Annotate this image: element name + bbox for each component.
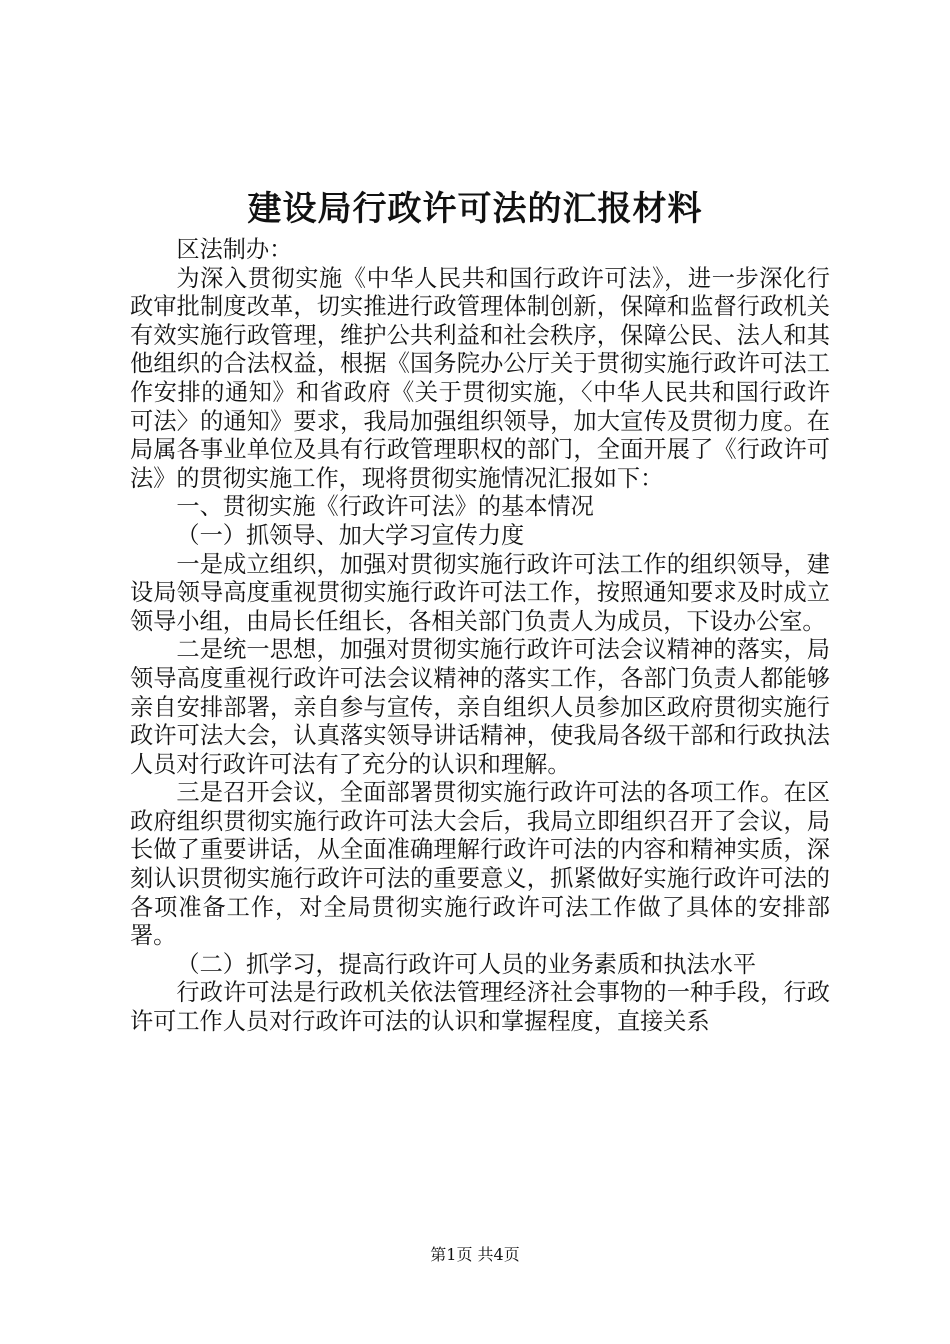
document-title: 建设局行政许可法的汇报材料 (247, 189, 703, 229)
paragraph-item-1: 一是成立组织，加强对贯彻实施行政许可法工作的组织领导，建设局领导高度重视贯彻实施行政许可法工作，按照通知要求及时成立领导小组，由局长任组长，各相关部门负责人为成员，下设办公室。 (130, 550, 830, 635)
section-heading-1: 一、贯彻实施《行政许可法》的基本情况 (176, 493, 594, 521)
document-body (130, 236, 830, 1037)
paragraph-item-3: 三是召开会议，全面部署贯彻实施行政许可法的各项工作。在区政府组织贯彻实施行政许可法大会后，我局立即组织召开了会议，局长做了重要讲话，从全面准确理解行政许可法的内容和精神实质，深刻认识贯彻实施行政许可法的重要意义，抓紧做好实施行政许可法的各项准备工作，对全局贯彻实施行政许可法工作做了具体的安排部署。 (130, 779, 830, 950)
subsection-heading-1: （一）抓领导、加大学习宣传力度 (176, 521, 525, 549)
paragraph-item-4: 行政许可法是行政机关依法管理经济社会事物的一种手段，行政许可工作人员对行政许可法的认识和掌握程度，直接关系 (130, 979, 830, 1036)
subsection-heading-2: （二）抓学习，提高行政许可人员的业务素质和执法水平 (176, 950, 757, 978)
paragraph-intro: 为深入贯彻实施《中华人民共和国行政许可法》，进一步深化行政审批制度改革，切实推进行政管理体制创新，保障和监督行政机关有效实施行政管理，维护公共利益和社会秩序，保障公民、法人和其他组织的合法权益，根据《国务院办公厅关于贯彻实施行政许可法工作安排的通知》和省政府《关于贯彻实施，〈中华人民共和国行政许可法〉的通知》要求，我局加强组织领导，加大宣传及贯彻力度。在局属各事业单位及具有行政管理职权的部门，全面开展了《行政许可法》的贯彻实施工作，现将贯彻实施情况汇报如下： (130, 264, 830, 492)
page-number-footer: 第1页 共4页 (430, 1245, 520, 1264)
paragraph-salutation: 区法制办： (176, 236, 293, 263)
paragraph-item-2: 二是统一思想，加强对贯彻实施行政许可法会议精神的落实，局领导高度重视行政许可法会议精神的落实工作，各部门负责人都能够亲自安排部署，亲自参与宣传，亲自组织人员参加区政府贯彻实施行政许可法大会，认真落实领导讲话精神，使我局各级干部和行政执法人员对行政许可法有了充分的认识和理解。 (130, 636, 830, 778)
